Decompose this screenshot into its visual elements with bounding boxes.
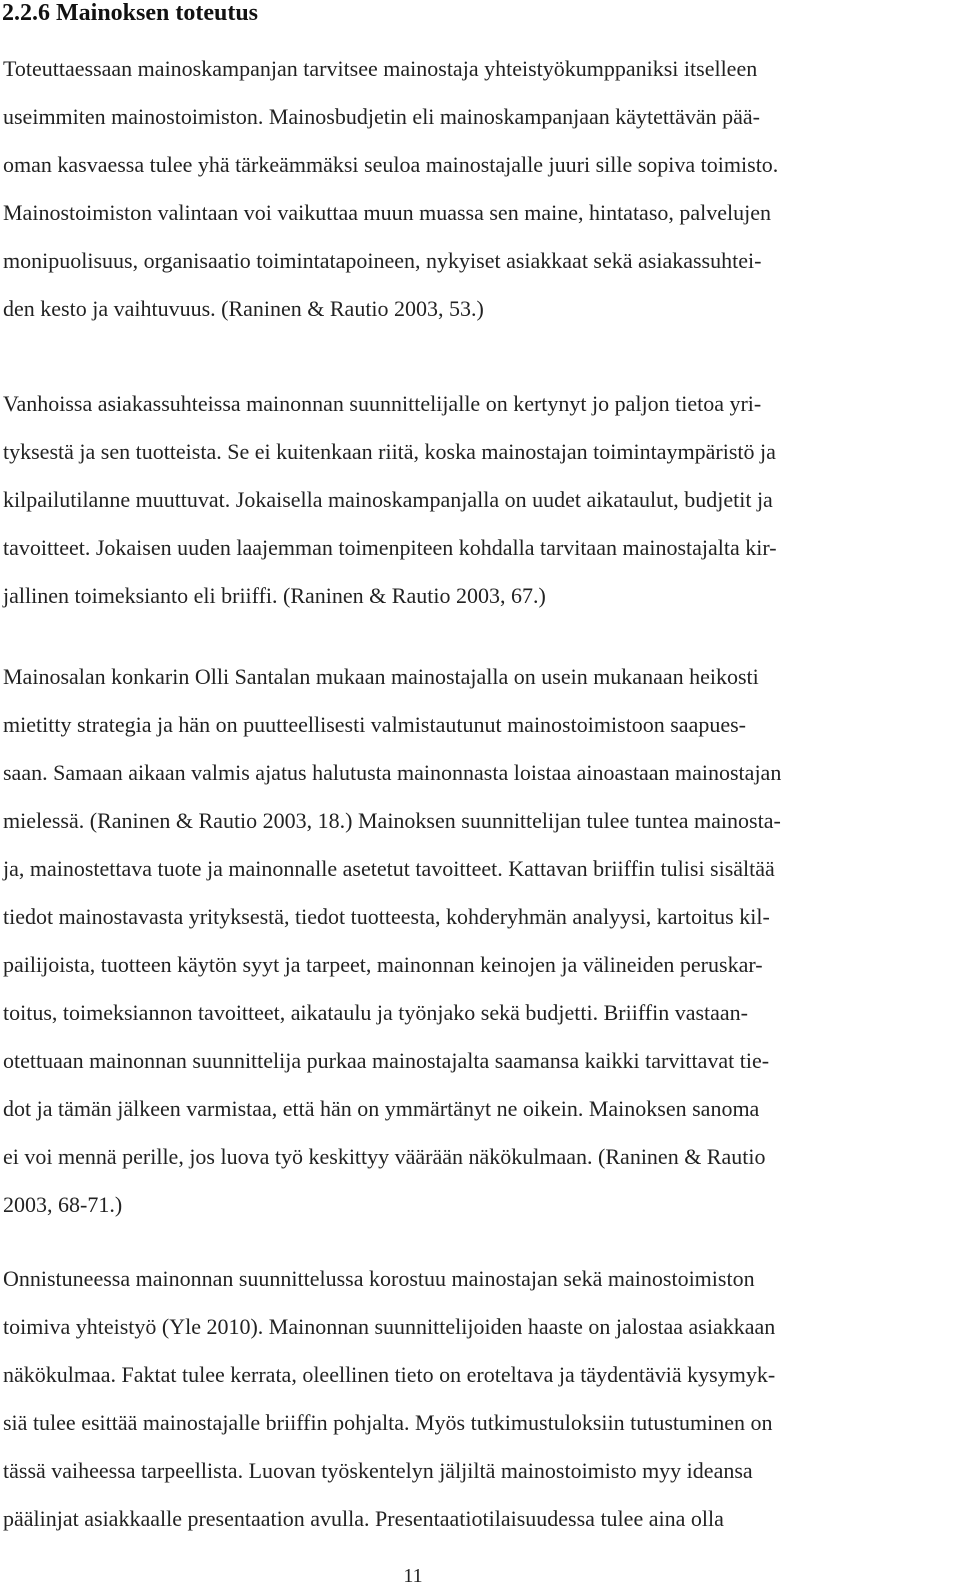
- text-line: otettuaan mainonnan suunnittelija purkaa mainostajalta saamansa kaikki tarvittavat tie-: [3, 1048, 770, 1073]
- text-line: tyksestä ja sen tuotteista. Se ei kuitenkaan riitä, koska mainostajan toimintaympäristö ja: [3, 439, 776, 464]
- text-line: toitus, toimeksiannon tavoitteet, aikataulu ja työnjako sekä budjetti. Briiffin vastaan-: [3, 1000, 748, 1025]
- paragraph-4: [3, 1255, 948, 1543]
- paragraph-3: [3, 653, 948, 1229]
- text-line: dot ja tämän jälkeen varmistaa, että hän on ymmärtänyt ne oikein. Mainoksen sanoma: [3, 1096, 760, 1121]
- text-line: den kesto ja vaihtuvuus. (Raninen & Rautio 2003, 53.): [3, 296, 484, 321]
- text-line: näkökulmaa. Faktat tulee kerrata, oleellinen tieto on eroteltava ja täydentäviä kysymyk-: [3, 1362, 776, 1387]
- text-line: mielessä. (Raninen & Rautio 2003, 18.) Mainoksen suunnittelijan tulee tuntea mainosta-: [3, 808, 781, 833]
- text-line: ei voi mennä perille, jos luova työ keskittyy väärään näkökulmaan. (Raninen & Rautio: [3, 1144, 766, 1169]
- text-line: monipuolisuus, organisaatio toimintatapoineen, nykyiset asiakkaat sekä asiakassuhtei-: [3, 248, 762, 273]
- text-line: päälinjat asiakkaalle presentaation avulla. Presentaatiotilaisuudessa tulee aina olla: [3, 1506, 724, 1531]
- text-line: Onnistuneessa mainonnan suunnittelussa korostuu mainostajan sekä mainostoimiston: [3, 1266, 755, 1291]
- text-line: pailijoista, tuotteen käytön syyt ja tarpeet, mainonnan keinojen ja välineiden peruskar-: [3, 952, 763, 977]
- text-line: ja, mainostettava tuote ja mainonnalle asetetut tavoitteet. Kattavan briiffin tulisi sisältää: [3, 856, 775, 881]
- text-line: toimiva yhteistyö (Yle 2010). Mainonnan suunnittelijoiden haaste on jalostaa asiakkaan: [3, 1314, 776, 1339]
- text-line: jallinen toimeksianto eli briiffi. (Raninen & Rautio 2003, 67.): [3, 583, 546, 608]
- text-line: tiedot mainostavasta yrityksestä, tiedot tuotteesta, kohderyhmän analyysi, kartoitus kil-: [3, 904, 770, 929]
- text-line: oman kasvaessa tulee yhä tärkeämmäksi seuloa mainostajalle juuri sille sopiva toimisto.: [3, 152, 779, 177]
- text-line: Toteuttaessaan mainoskampanjan tarvitsee mainostaja yhteistyökumppaniksi itselleen: [3, 56, 758, 81]
- text-line: Mainostoimiston valintaan voi vaikuttaa muun muassa sen maine, hintataso, palvelujen: [3, 200, 772, 225]
- text-line: kilpailutilanne muuttuvat. Jokaisella mainoskampanjalla on uudet aikataulut, budjetit ja: [3, 487, 773, 512]
- text-line: siä tulee esittää mainostajalle briiffin pohjalta. Myös tutkimustuloksiin tutustuminen on: [3, 1410, 773, 1435]
- text-line: Vanhoissa asiakassuhteissa mainonnan suunnittelijalle on kertynyt jo paljon tietoa yri-: [3, 391, 762, 416]
- section-heading: 2.2.6 Mainoksen toteutus: [2, 0, 259, 26]
- text-line: Mainosalan konkarin Olli Santalan mukaan mainostajalla on usein mukanaan heikosti: [3, 664, 759, 689]
- text-line: tässä vaiheessa tarpeellista. Luovan työskentelyn jäljiltä mainostoimisto myy ideansa: [3, 1458, 753, 1483]
- text-line: useimmiten mainostoimiston. Mainosbudjetin eli mainoskampanjaan käytettävän pää-: [3, 104, 761, 129]
- text-line: saan. Samaan aikaan valmis ajatus halutusta mainonnasta loistaa ainoastaan mainostajan: [3, 760, 782, 785]
- text-line: 2003, 68-71.): [3, 1192, 123, 1217]
- text-line: tavoitteet. Jokaisen uuden laajemman toimenpiteen kohdalla tarvitaan mainostajalta kir-: [3, 535, 777, 560]
- text-line: mietitty strategia ja hän on puutteellisesti valmistautunut mainostoimistoon saapues-: [3, 712, 746, 737]
- paragraph-2: [3, 380, 948, 620]
- paragraph-1: [3, 45, 948, 333]
- page-number: 11: [403, 1565, 423, 1587]
